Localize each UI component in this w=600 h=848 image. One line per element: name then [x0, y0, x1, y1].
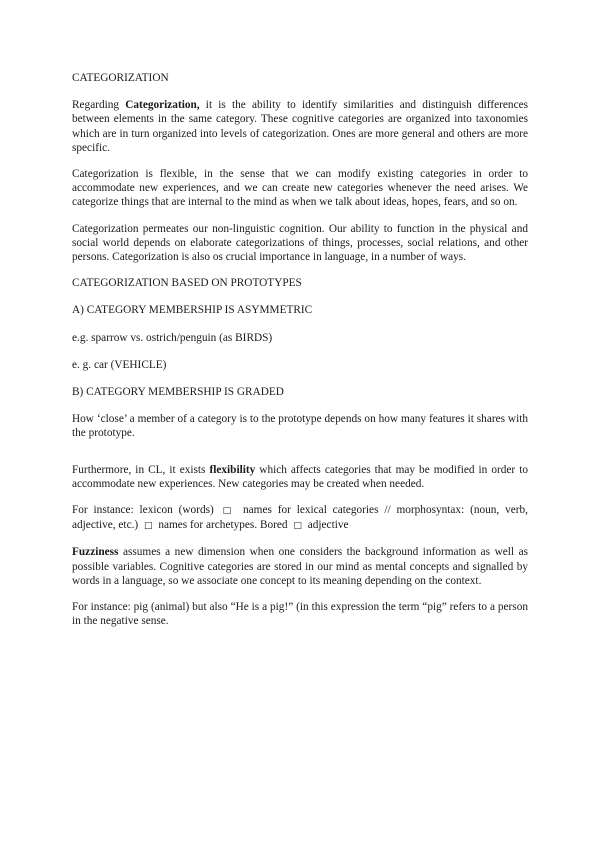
heading-graded: B) CATEGORY MEMBERSHIP IS GRADED [72, 386, 284, 399]
document-body [72, 71, 528, 640]
example-vehicle: e. g. car (VEHICLE) [72, 358, 167, 371]
p1-after: it is the ability to identify similarities and distinguish differences between elements in the same category. These cognitive categories are organized into taxonomies which are in turn organized into levels of categorization. Ones are more general and others are more specific. [72, 99, 528, 154]
p6-part1: For instance: lexicon (words) [72, 504, 220, 517]
p7-bold-term: Fuzziness [72, 546, 119, 559]
arrow-icon: □ [222, 506, 235, 517]
p6-part3: names for archetypes. Bored [155, 519, 291, 532]
heading-asymmetric: A) CATEGORY MEMBERSHIP IS ASYMMETRIC [72, 304, 313, 317]
p5-before: Furthermore, in CL, it exists [72, 463, 210, 476]
paragraph-fuzziness [72, 545, 528, 588]
paragraph-cl-flexibility [72, 463, 528, 491]
paragraph-flexibility: Categorization is flexible, in the sense that we can modify existing categories in order to accommodate new experiences, and we can create new categories whenever the need arises. We categorize things that are internal to the mind as when we talk about ideas, hopes, fears, and so on. [72, 168, 528, 209]
p6-part4: adjective [304, 519, 349, 532]
example-birds: e.g. sparrow vs. ostrich/penguin (as BIRDS) [72, 331, 273, 344]
p7-after: assumes a new dimension when one considers the background information as well as possible variables. Cognitive categories are stored in our mind as mental concepts and signalled by words in a language, so we associate one concept to its meaning depending on the context. [72, 546, 528, 587]
arrow-icon: □ [293, 521, 302, 532]
p5-after: which affects categories that may be modified in order to accommodate new experiences. New categories may be created when needed. [72, 463, 528, 490]
arrow-icon: □ [144, 521, 153, 532]
paragraph-categorization-definition [72, 98, 528, 155]
paragraph-non-linguistic: Categorization permeates our non-linguistic cognition. Our ability to function in the physical and social world depends on elaborate categorizations of things, processes, social relations, and other persons. Categorization is also os crucial importance in language, in a number of ways. [72, 222, 528, 264]
p1-bold-term: Categorization, [125, 99, 200, 112]
document-title: CATEGORIZATION [72, 72, 169, 84]
paragraph-pig-example: For instance: pig (animal) but also “He is a pig!” (in this expression the term “pig” refers to a person in the negative sense. [72, 601, 528, 628]
p6-part2: names for lexical categories // morphosyntax: (noun, verb, adjective, etc.) [72, 504, 528, 532]
heading-prototypes: CATEGORIZATION BASED ON PROTOTYPES [72, 277, 302, 290]
p1-before: Regarding [72, 99, 126, 112]
paragraph-lexicon-example [72, 503, 528, 533]
paragraph-prototype-closeness: How ‘close’ a member of a category is to the prototype depends on how many features it shares with the prototype. [72, 413, 528, 440]
p5-bold-term: flexibility [209, 463, 256, 476]
